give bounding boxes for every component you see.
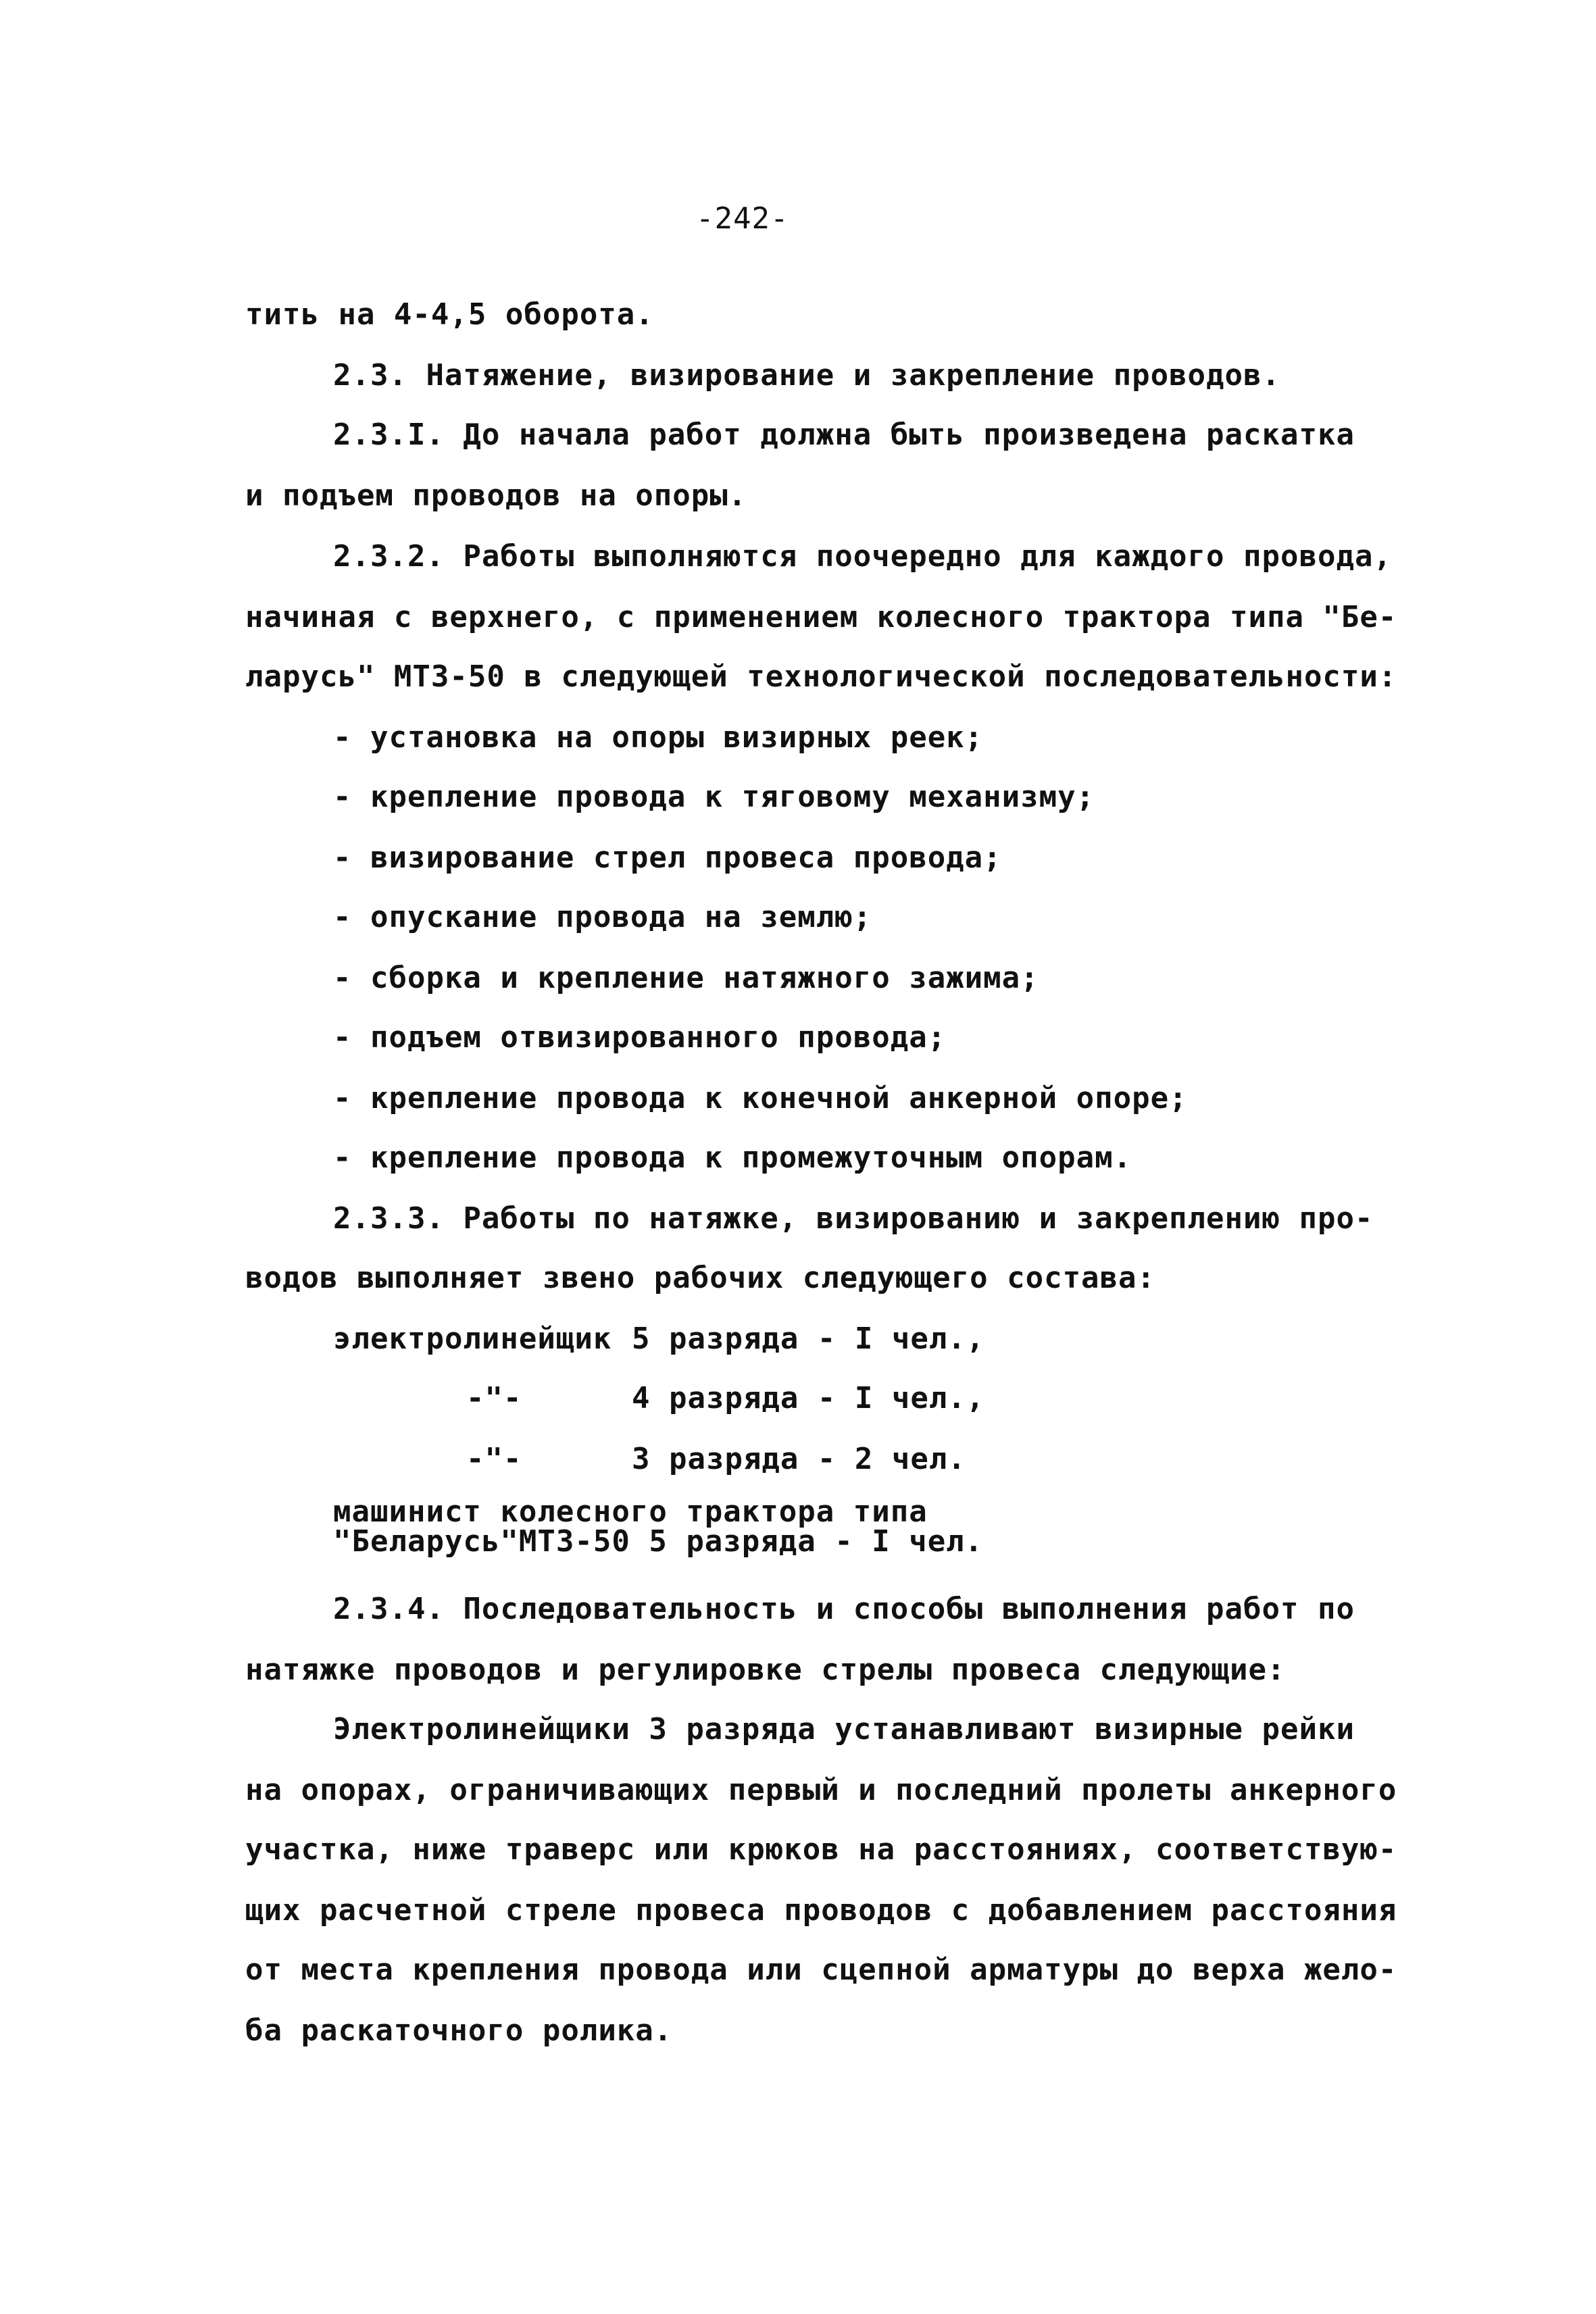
section-heading: 2.3. Натяжение, визирование и закрепление проводов. — [333, 358, 1281, 393]
paragraph-line: 2.3.3. Работы по натяжке, визированию и закреплению про- — [333, 1201, 1374, 1236]
list-item: - крепление провода к тяговому механизму; — [333, 780, 1095, 814]
crew-role: машинист колесного трактора типа — [333, 1494, 928, 1529]
paragraph-line: 2.3.2. Работы выполняются поочередно для каждого провода, — [333, 539, 1392, 574]
paragraph-line: тить на 4-4,5 оборота. — [245, 297, 654, 332]
crew-detail: 3 разряда - 2 чел. — [632, 1442, 966, 1476]
list-item: - опускание провода на землю; — [333, 900, 872, 934]
crew-role: электролинейщик — [333, 1322, 612, 1356]
page-number: -242- — [696, 201, 789, 236]
paragraph-line: ба раскаточного ролика. — [245, 2013, 673, 2048]
paragraph-line: щих расчетной стреле провеса проводов с добавлением расстояния — [245, 1893, 1397, 1928]
list-item: - крепление провода к промежуточным опорам. — [333, 1140, 1132, 1175]
crew-detail: 4 разряда - I чел., — [632, 1381, 985, 1415]
list-item: - подъем отвизированного провода; — [333, 1020, 947, 1055]
paragraph-line: Электролинейщики 3 разряда устанавливают визирные рейки — [333, 1712, 1355, 1746]
paragraph-line: участка, ниже траверс или крюков на расстояниях, соответствую- — [245, 1832, 1397, 1867]
list-item: - крепление провода к конечной анкерной опоре; — [333, 1081, 1188, 1115]
crew-detail: "Беларусь"МТЗ-50 5 разряда - I чел. — [333, 1524, 984, 1559]
paragraph-line: водов выполняет звено рабочих следующего состава: — [245, 1261, 1156, 1295]
list-item: - визирование стрел провеса провода; — [333, 840, 1002, 875]
paragraph-line: и подъем проводов на опоры. — [245, 478, 747, 513]
paragraph-line: 2.3.4. Последовательность и способы выполнения работ по — [333, 1592, 1355, 1626]
paragraph-line: начиная с верхнего, с применением колесного трактора типа "Бе- — [245, 600, 1397, 634]
paragraph-line: на опорах, ограничивающих первый и последний пролеты анкерного — [245, 1773, 1397, 1807]
crew-role: -"- — [466, 1381, 522, 1415]
list-item: - сборка и крепление натяжного зажима; — [333, 961, 1039, 995]
crew-detail: 5 разряда - I чел., — [632, 1322, 985, 1356]
paragraph-line: 2.3.I. До начала работ должна быть произведена раскатка — [333, 418, 1355, 452]
paragraph-line: от места крепления провода или сцепной арматуры до верха жело- — [245, 1953, 1397, 1987]
list-item: - установка на опоры визирных реек; — [333, 720, 984, 755]
crew-role: -"- — [466, 1442, 522, 1476]
paragraph-line: натяжке проводов и регулировке стрелы провеса следующие: — [245, 1653, 1286, 1687]
paragraph-line: ларусь" МТЗ-50 в следующей технологической последовательности: — [245, 659, 1397, 694]
